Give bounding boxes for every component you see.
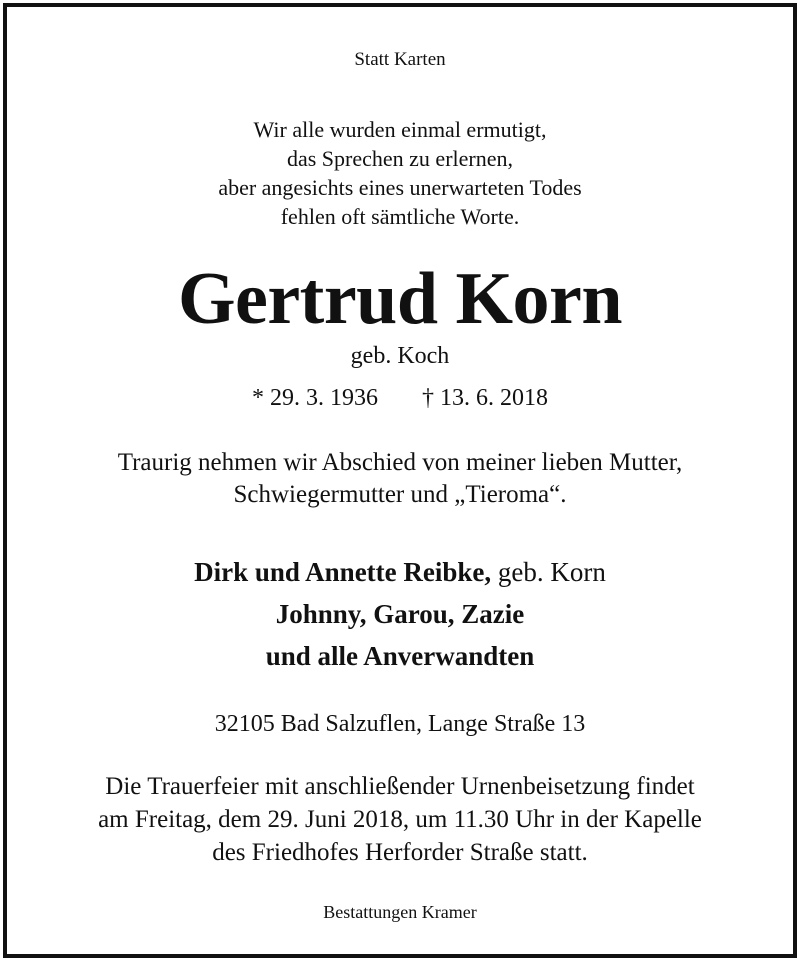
mourners-names: Dirk und Annette Reibke,: [194, 557, 492, 587]
poem-line-2: das Sprechen zu erlernen,: [286, 146, 513, 171]
mourners-maiden: geb. Korn: [491, 557, 606, 587]
poem-line-1: Wir alle wurden einmal ermutigt,: [253, 117, 547, 142]
death-date: † 13. 6. 2018: [422, 385, 548, 411]
poem-line-4: fehlen oft sämtliche Worte.: [280, 204, 520, 229]
obituary-frame: [3, 3, 797, 958]
message-line-1: Traurig nehmen wir Abschied von meiner lieben Mutter,: [117, 449, 683, 476]
ceremony-line-3: des Friedhofes Herforder Straße statt.: [212, 839, 588, 866]
message-line-2: Schwiegermutter und „Tieroma“.: [233, 481, 567, 508]
mourners-line-1: [7, 557, 793, 588]
birth-date: * 29. 3. 1936: [252, 385, 378, 411]
life-dates: [7, 385, 793, 412]
ceremony-line-1: Die Trauerfeier mit anschließender Urnenbeisetzung findet: [105, 773, 695, 800]
poem-line-3: aber angesichts eines unerwarteten Todes: [218, 175, 582, 200]
header-statt-karten: Statt Karten: [354, 49, 446, 70]
funeral-home: Bestattungen Kramer: [323, 902, 477, 922]
deceased-name: Gertrud Korn: [177, 258, 623, 340]
maiden-name: geb. Koch: [350, 343, 450, 369]
address: 32105 Bad Salzuflen, Lange Straße 13: [214, 711, 586, 737]
mourners-line-2: Johnny, Garou, Zazie: [275, 599, 525, 629]
ceremony-line-2: am Freitag, dem 29. Juni 2018, um 11.30 Uhr in der Kapelle: [98, 806, 702, 833]
mourners-line-3: und alle Anverwandten: [265, 641, 535, 671]
